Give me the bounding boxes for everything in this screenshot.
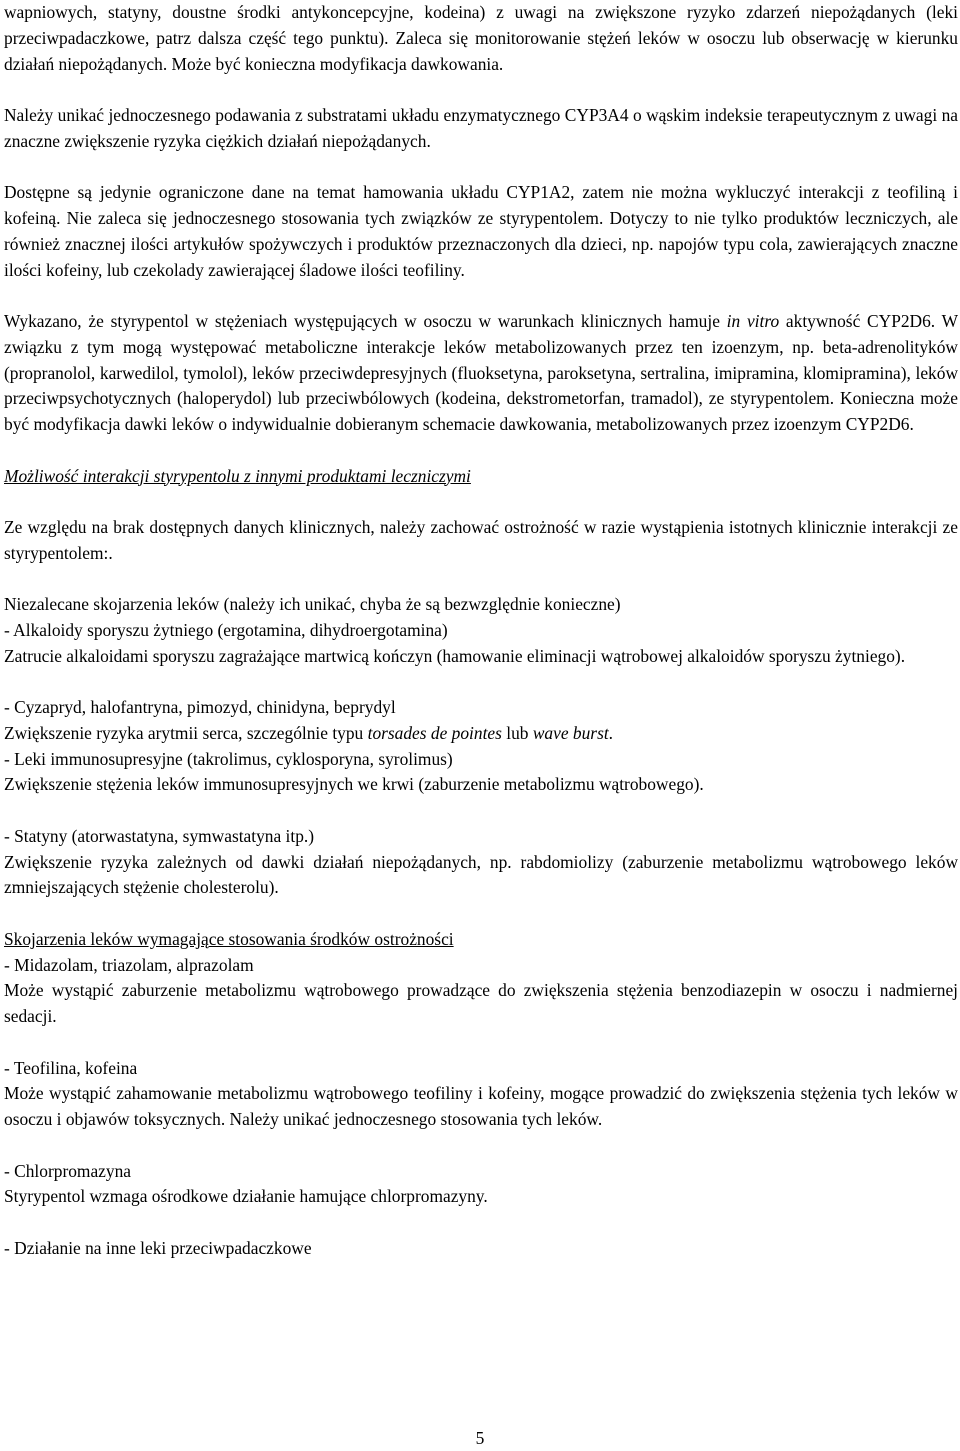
paragraph-cyp3a4: Należy unikać jednoczesnego podawania z substratami układu enzymatycznego CYP3A4 o wąskim indeksie terapeutycznym z uwagi na znaczne zwiększenie ryzyka ciężkich działań niepożądanych.	[4, 104, 958, 151]
paragraph-caution: Ze względu na brak dostępnych danych klinicznych, należy zachować ostrożność w razie wystąpienia istotnych klinicznie interakcji ze styrypentolem:.	[4, 516, 958, 563]
theophylline-item: - Teofilina, kofeina	[4, 1057, 138, 1078]
statins-desc: Zwiększenie ryzyka zależnych od dawki działań niepożądanych, np. rabdomiolizy (zaburzenie metabolizmu wątrobowego leków zmniejszających stężenie cholesterolu).	[4, 851, 958, 898]
block-cisapride	[4, 695, 958, 798]
not-recommended-title: Niezalecane skojarzenia leków (należy ich unikać, chyba że są bezwzględnie konieczne)	[4, 594, 621, 615]
block-not-recommended	[4, 592, 958, 669]
paragraph-cyp1a2: Dostępne są jedynie ograniczone dane na temat hamowania układu CYP1A2, zatem nie można wykluczyć interakcji z teofiliną i kofeiną. Nie zaleca się jednoczesnego stosowania tych związków ze styrypentolem. Dotyczy to nie tylko produktów leczniczych, ale również znacznej ilości artykułów spożywczych i produktów przeznaczonych dla dzieci, np. napojów typu cola, zawierających znaczne ilości kofeiny, lub czekolady zawierającej śladowe ilości teofiliny.	[4, 182, 958, 280]
torsades-italic: torsades de pointes	[367, 722, 502, 743]
cisapride-item: - Cyzapryd, halofantryna, pimozyd, chinidyna, beprydyl	[4, 697, 396, 718]
cisapride-desc-text-b: lub	[501, 722, 533, 743]
immunosuppressants-desc: Zwiększenie stężenia leków immunosupresyjnych we krwi (zaburzenie metabolizmu wątrobowego).	[4, 774, 704, 795]
cisapride-desc-text-a: Zwiększenie ryzyka arytmii serca, szczególnie typu	[4, 722, 368, 743]
cisapride-desc-text-c: .	[608, 722, 614, 743]
ergot-alkaloids-item: - Alkaloidy sporyszu żytniego (ergotamina, dihydroergotamina)	[4, 619, 448, 640]
block-chlorpromazine	[4, 1159, 958, 1211]
block-theophylline	[4, 1056, 958, 1133]
cisapride-desc	[4, 721, 958, 747]
statins-item: - Statyny (atorwastatyna, symwastatyna itp.)	[4, 825, 315, 846]
section-heading-precautions: Skojarzenia leków wymagające stosowania środków ostrożności	[4, 928, 454, 949]
other-antiepileptics-item: - Działanie na inne leki przeciwpadaczkowe	[4, 1237, 312, 1258]
paragraph-cyp2d6-text-b: aktywność CYP2D6. W związku z tym mogą występować metaboliczne interakcje leków metabolizowanych przez ten izoenzym, np. beta-adrenolityków (propranolol, karwedilol, tymolol), leków przeciwdepresyjnych (fluoksetyna, paroksetyna, sertralina, imipramina, klomipramina), leków przeciwpsychotycznych (haloperydol) lub przeciwbólowych (kodeina, dekstrometorfan, tramadol), ze styrypentolem. Konieczna może być modyfikacja dawki leków o indywidualnie dobieranym schemacie dawkowania, metabolizowanych przez izoenzym CYP2D6.	[4, 310, 959, 435]
section-heading-interactions-text: Możliwość interakcji styrypentolu z innymi produktami leczniczymi	[4, 465, 471, 486]
chlorpromazine-desc: Styrypentol wzmaga ośrodkowe działanie hamujące chlorpromazyny.	[4, 1186, 488, 1207]
in-vitro-italic: in vitro	[726, 310, 780, 331]
immunosuppressants-item: - Leki immunosupresyjne (takrolimus, cyklosporyna, syrolimus)	[4, 748, 453, 769]
wave-burst-italic: wave burst	[532, 722, 609, 743]
paragraph-continuation: wapniowych, statyny, doustne środki antykoncepcyjne, kodeina) z uwagi na zwiększone ryzyko zdarzeń niepożądanych (leki przeciwpadaczkowe, patrz dalsza część tego punktu). Zaleca się monitorowanie stężeń leków w osoczu lub obserwację w kierunku działań niepożądanych. Może być konieczna modyfikacja dawkowania.	[4, 2, 958, 74]
chlorpromazine-item: - Chlorpromazyna	[4, 1160, 132, 1181]
benzodiazepines-item: - Midazolam, triazolam, alprazolam	[4, 954, 254, 975]
block-statins	[4, 824, 958, 901]
benzodiazepines-desc: Może wystąpić zaburzenie metabolizmu wątrobowego prowadzące do zwiększenia stężenia benzodiazepin w osoczu i nadmiernej sedacji.	[4, 980, 958, 1027]
paragraph-cyp2d6-text-a: Wykazano, że styrypentol w stężeniach występujących w osoczu w warunkach klinicznych hamuje	[4, 310, 727, 331]
section-heading-interactions	[4, 464, 958, 490]
block-other-antiepileptics	[4, 1236, 958, 1262]
theophylline-desc: Może wystąpić zahamowanie metabolizmu wątrobowego teofiliny i kofeiny, mogące prowadzić do zwiększenia stężenia tych leków w osoczu i objawów toksycznych. Należy unikać jednoczesnego stosowania tych leków.	[4, 1083, 958, 1130]
ergot-alkaloids-desc: Zatrucie alkaloidami sporyszu zagrażające martwicą kończyn (hamowanie eliminacji wątrobowej alkaloidów sporyszu żytniego).	[4, 645, 906, 666]
page-number: 5	[475, 1428, 485, 1448]
block-precautions	[4, 927, 958, 1030]
paragraph-cyp2d6	[4, 309, 958, 438]
